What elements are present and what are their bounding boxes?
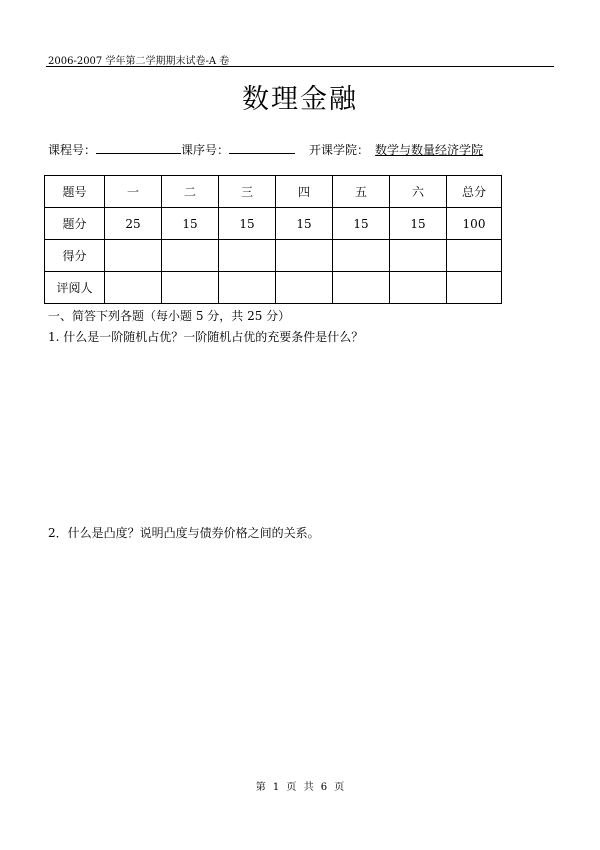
row-label: 题分 <box>45 208 105 240</box>
course-number-field[interactable] <box>96 141 181 154</box>
row-label: 评阅人 <box>45 272 105 304</box>
question-2: 2．什么是凸度？说明凸度与债券价格之间的关系。 <box>48 526 320 540</box>
score-cell[interactable] <box>219 240 276 272</box>
grader-cell[interactable] <box>390 272 447 304</box>
grader-cell[interactable] <box>276 272 333 304</box>
school-value: 数学与数量经济学院 <box>375 143 484 157</box>
grader-cell[interactable] <box>447 272 502 304</box>
points-cell: 15 <box>219 208 276 240</box>
score-cell[interactable] <box>276 240 333 272</box>
score-cell[interactable] <box>333 240 390 272</box>
score-cell[interactable] <box>105 240 162 272</box>
points-cell: 15 <box>390 208 447 240</box>
score-cell[interactable] <box>162 240 219 272</box>
course-info-line <box>48 141 483 158</box>
course-sequence-field[interactable] <box>229 141 295 154</box>
grader-cell[interactable] <box>162 272 219 304</box>
points-cell: 15 <box>276 208 333 240</box>
column-header: 六 <box>390 176 447 208</box>
grader-cell[interactable] <box>219 272 276 304</box>
table-row-grader <box>45 272 502 304</box>
points-cell: 15 <box>333 208 390 240</box>
column-header: 总分 <box>447 176 502 208</box>
row-label: 题号 <box>45 176 105 208</box>
column-header: 三 <box>219 176 276 208</box>
score-cell[interactable] <box>390 240 447 272</box>
points-cell: 100 <box>447 208 502 240</box>
score-cell[interactable] <box>447 240 502 272</box>
grader-cell[interactable] <box>105 272 162 304</box>
course-sequence-label: 课序号： <box>181 143 230 157</box>
row-label: 得分 <box>45 240 105 272</box>
points-cell: 15 <box>162 208 219 240</box>
page-number: 第 1 页 共 6 页 <box>255 782 345 793</box>
header-rule <box>46 66 554 67</box>
points-cell: 25 <box>105 208 162 240</box>
column-header: 二 <box>162 176 219 208</box>
column-header: 一 <box>105 176 162 208</box>
page-title: 数理金融 <box>242 84 358 115</box>
score-table <box>44 175 502 304</box>
section-heading: 一、简答下列各题（每小题 5 分，共 25 分） <box>48 309 291 323</box>
course-number-label: 课程号： <box>48 143 97 157</box>
table-row-question-number <box>45 176 502 208</box>
table-row-points <box>45 208 502 240</box>
school-label: 开课学院： <box>309 143 370 157</box>
column-header: 五 <box>333 176 390 208</box>
exam-header: 2006-2007 学年第二学期期末试卷-A 卷 <box>48 56 230 67</box>
table-row-score <box>45 240 502 272</box>
column-header: 四 <box>276 176 333 208</box>
grader-cell[interactable] <box>333 272 390 304</box>
question-1: 1. 什么是一阶随机占优？一阶随机占优的充要条件是什么？ <box>48 330 364 344</box>
